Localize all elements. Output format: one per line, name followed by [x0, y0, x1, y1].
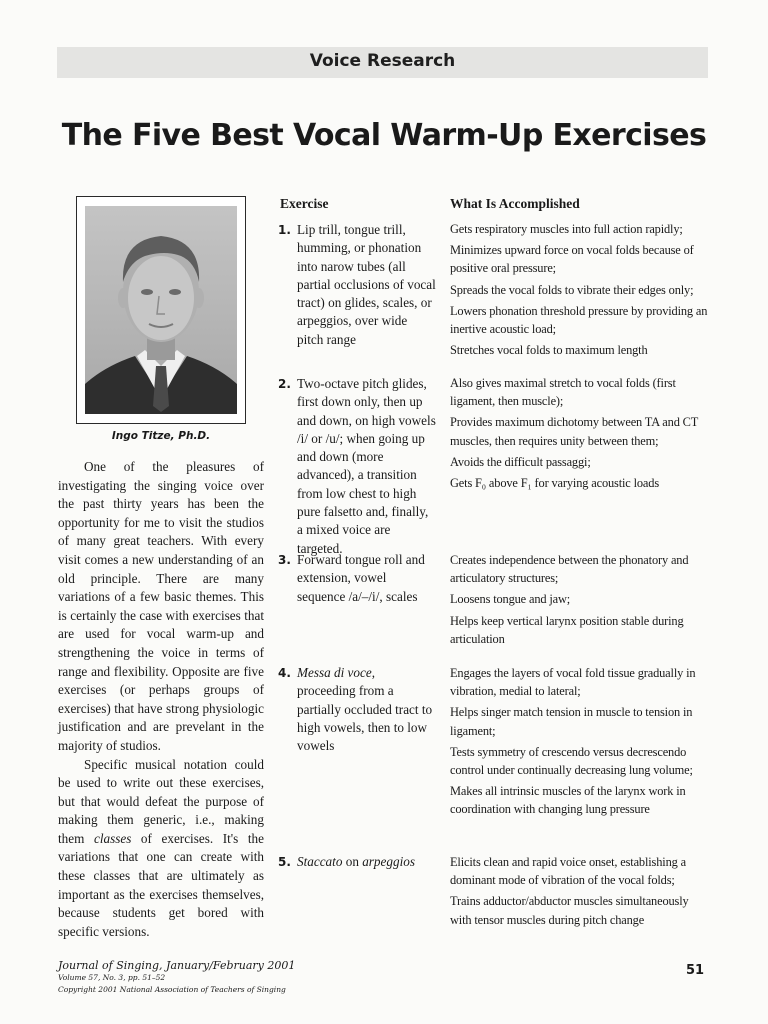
p2-emphasis: classes [93, 830, 132, 846]
exercise-number: 3. [278, 553, 291, 567]
accomplished-item: Stretches vocal folds to maximum length [450, 343, 648, 358]
accomplished-item: Helps singer match tension in muscle to tension in ligament; [450, 705, 693, 738]
p2-text-b: of exercises. It's the variations that one can create with these classes that are ultimately as important as the exercises themselves, because students get bored with specific versions. [58, 830, 264, 939]
exercise-number: 1. [278, 223, 291, 237]
exercise-3 [278, 551, 436, 606]
section-banner [57, 47, 708, 78]
exercise-number: 4. [278, 666, 291, 680]
article-title: The Five Best Vocal Warm-Up Exercises [61, 118, 707, 153]
exercise-text: Two-octave pitch glides, first down only, then up and down, on high vowels /i/ or /u/; when going up and down (more advanced), a transition from low chest to high pure falsetto and, finally, a mixed voice are targeted. [297, 376, 436, 556]
accomplished-5 [450, 853, 708, 932]
author-photo-frame [76, 196, 246, 424]
exercise-number: 5. [278, 855, 291, 869]
exercise-emphasis-2: arpeggios [362, 854, 415, 869]
accomplished-item: Engages the layers of vocal fold tissue gradually in vibration, medial to lateral; [450, 666, 696, 699]
author-caption: Ingo Titze, Ph.D. [111, 430, 211, 442]
accomplished-item: Lowers phonation threshold pressure by providing an inertive acoustic load; [450, 303, 708, 337]
accomplished-item: Loosens tongue and jaw; [450, 592, 571, 607]
intro-text [58, 458, 264, 941]
p2-text-a: Specific musical notation could be used to write out these exercises, but that would defeat the purpose of making them generic, i.e., making them [58, 756, 264, 846]
journal-copyright: Copyright 2001 National Association of Teachers of Singing [58, 985, 286, 994]
accomplished-item: Minimizes upward force on vocal folds because of positive oral pressure; [450, 243, 694, 276]
section-label: Voice Research [309, 51, 456, 71]
exercise-number: 2. [278, 377, 291, 391]
journal-volume: Volume 57, No. 3, pp. 51–52 [58, 973, 166, 982]
accomplished-item: Spreads the vocal folds to vibrate their edges only; [450, 282, 694, 297]
exercise-text: on [342, 854, 363, 869]
accomplished-1 [450, 220, 708, 362]
accomplished-item: Provides maximum dichotomy between TA and CT muscles, then requires unity between them; [450, 415, 698, 448]
accomplished-item: Tests symmetry of crescendo versus decrescendo control under continually decreasing lung volume; [450, 744, 693, 778]
accomplished-item: Makes all intrinsic muscles of the larynx work in coordination with changing lung pressure [450, 784, 686, 817]
accomplished-2 [450, 374, 708, 495]
accomplished-item: Also gives maximal stretch to vocal folds (first ligament, then muscle); [450, 376, 676, 409]
exercise-text: Lip trill, tongue trill, humming, or phonation into narow tubes (all partial occlusions of vocal tract) on glides, scales, or arpeggios, over wide pitch range [297, 222, 436, 347]
exercise-text: Forward tongue roll and extension, vowel sequence /a/–/i/, scales [297, 552, 425, 604]
accomplished-column-header: What Is Accomplished [450, 196, 580, 211]
accomplished-4 [450, 664, 708, 822]
exercise-emphasis: Staccato [297, 854, 343, 869]
intro-paragraph-1: One of the pleasures of investigating the singing voice over the past thirty years has been the opportunity for me to visit the studios of many great teachers. With every visit comes a new understanding of an old principle. There are many variations of a few basic themes. This is certainly the case with exercises that are used for vocal warm-up and strengthening the voice in terms of range and flexibility. Opposite are five exercises (or perhaps groups of exercises) that have strong physiologic justification and are prevelant in the majority of studios. [58, 459, 264, 753]
intro-paragraph-2 [58, 756, 264, 942]
author-photo [85, 206, 237, 414]
journal-citation: Journal of Singing, January/February 2001 [58, 959, 296, 972]
accomplished-3 [450, 551, 708, 651]
exercise-4 [278, 664, 436, 755]
exercise-5 [278, 853, 436, 871]
exercise-text: , proceeding from a partially occluded tract to high vowels, then to low vowels [297, 665, 433, 754]
accomplished-item: Gets respiratory muscles into full action rapidly; [450, 222, 683, 236]
accomplished-item: Avoids the difficult passaggi; [450, 454, 591, 469]
exercise-1 [278, 221, 436, 349]
exercise-2 [278, 375, 436, 558]
accomplished-item: Gets F₀ above F₁ for varying acoustic loads [450, 476, 660, 491]
exercise-column-header: Exercise [280, 196, 329, 211]
journal-footer [58, 960, 295, 996]
exercise-emphasis: Messa di voce [297, 665, 372, 680]
accomplished-item: Creates independence between the phonatory and articulatory structures; [450, 553, 689, 586]
page-number: 51 [686, 963, 705, 978]
accomplished-item: Trains adductor/abductor muscles simultaneously with tensor muscles during pitch change [450, 894, 689, 927]
accomplished-item: Elicits clean and rapid voice onset, establishing a dominant mode of vibration of the vocal folds; [450, 855, 686, 888]
accomplished-item: Helps keep vertical larynx position stable during articulation [450, 613, 684, 646]
